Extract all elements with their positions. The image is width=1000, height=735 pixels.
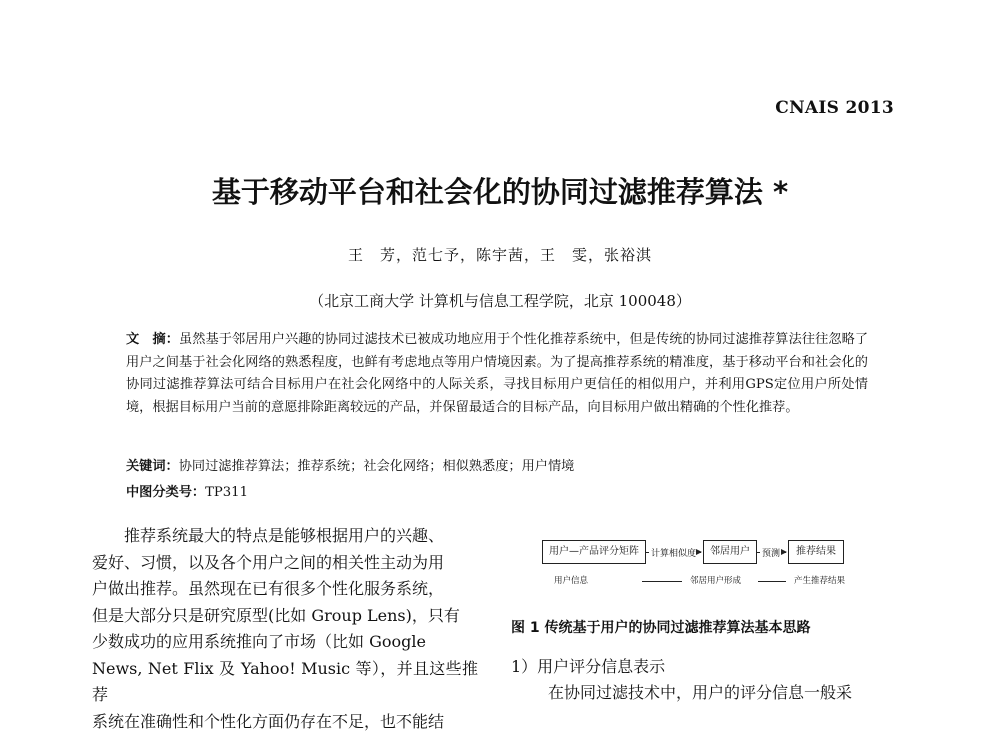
classification-number	[126, 481, 248, 500]
abstract	[126, 329, 868, 419]
keywords	[126, 455, 574, 474]
user-info-label: 用户信息	[554, 574, 588, 586]
body-line: 户做出推荐。虽然现在已有很多个性化服务系统，	[92, 576, 478, 603]
author-list: 王 芳，范七予，陈宇茜，王 雯，张裕淇	[0, 244, 1000, 265]
body-line: 系统在准确性和个性化方面仍存在不足，也不能结	[92, 709, 478, 735]
neighbor-formation-label: 邻居用户形成	[690, 574, 741, 586]
clc-text: TP311	[205, 485, 248, 500]
similarity-arrow-label: 计算相似度	[649, 546, 698, 559]
recommendation-result-box: 推荐结果	[788, 540, 844, 564]
stage-divider	[758, 581, 786, 582]
keywords-label: 关键词：	[126, 459, 179, 474]
affiliation: （北京工商大学 计算机与信息工程学院，北京 100048）	[0, 290, 1000, 311]
predict-arrow	[756, 552, 786, 553]
rating-matrix-box: 用户—产品评分矩阵	[542, 540, 646, 564]
recommendation-stage-label: 产生推荐结果	[794, 574, 845, 586]
section-heading: 1）用户评分信息表示	[511, 654, 665, 677]
neighbor-users-box: 邻居用户	[703, 540, 757, 564]
keywords-text: 协同过滤推荐算法；推荐系统；社会化网络；相似熟悉度；用户情境	[179, 459, 575, 474]
body-line: 爱好、习惯，以及各个用户之间的相关性主动为用	[92, 550, 478, 577]
body-line: 推荐系统最大的特点是能够根据用户的兴趣、	[92, 523, 478, 550]
similarity-arrow	[645, 552, 701, 553]
paper-title: 基于移动平台和社会化的协同过滤推荐算法 *	[0, 170, 1000, 211]
figure-caption: 图 1 传统基于用户的协同过滤推荐算法基本思路	[511, 617, 811, 637]
body-line: News, Net Flix 及 Yahoo! Music 等），并且这些推荐	[92, 656, 478, 709]
clc-label: 中图分类号：	[126, 485, 205, 500]
body-text-right-column: 在协同过滤技术中，用户的评分信息一般采	[548, 680, 852, 703]
predict-arrow-label: 预测	[760, 546, 782, 559]
abstract-label: 文 摘：	[126, 332, 179, 347]
body-line: 但是大部分只是研究原型(比如 Group Lens)，只有	[92, 603, 478, 630]
figure-1-diagram	[520, 540, 880, 610]
body-text-left-column	[92, 523, 478, 735]
body-line: 少数成功的应用系统推向了市场（比如 Google	[92, 629, 478, 656]
stage-divider	[642, 581, 682, 582]
conference-tag: CNAIS 2013	[775, 98, 894, 118]
abstract-text: 虽然基于邻居用户兴趣的协同过滤技术已被成功地应用于个性化推荐系统中，但是传统的协同过滤推荐算法往往忽略了用户之间基于社会化网络的熟悉程度，也鲜有考虑地点等用户情境因素。为了提高推荐系统的精准度，基于移动平台和社会化的协同过滤推荐算法可结合目标用户在社会化网络中的人际关系，寻找目标用户更信任的相似用户，并利用GPS定位用户所处情境，根据目标用户当前的意愿排除距离较远的产品，并保留最适合的目标产品，向目标用户做出精确的个性化推荐。	[126, 332, 868, 415]
